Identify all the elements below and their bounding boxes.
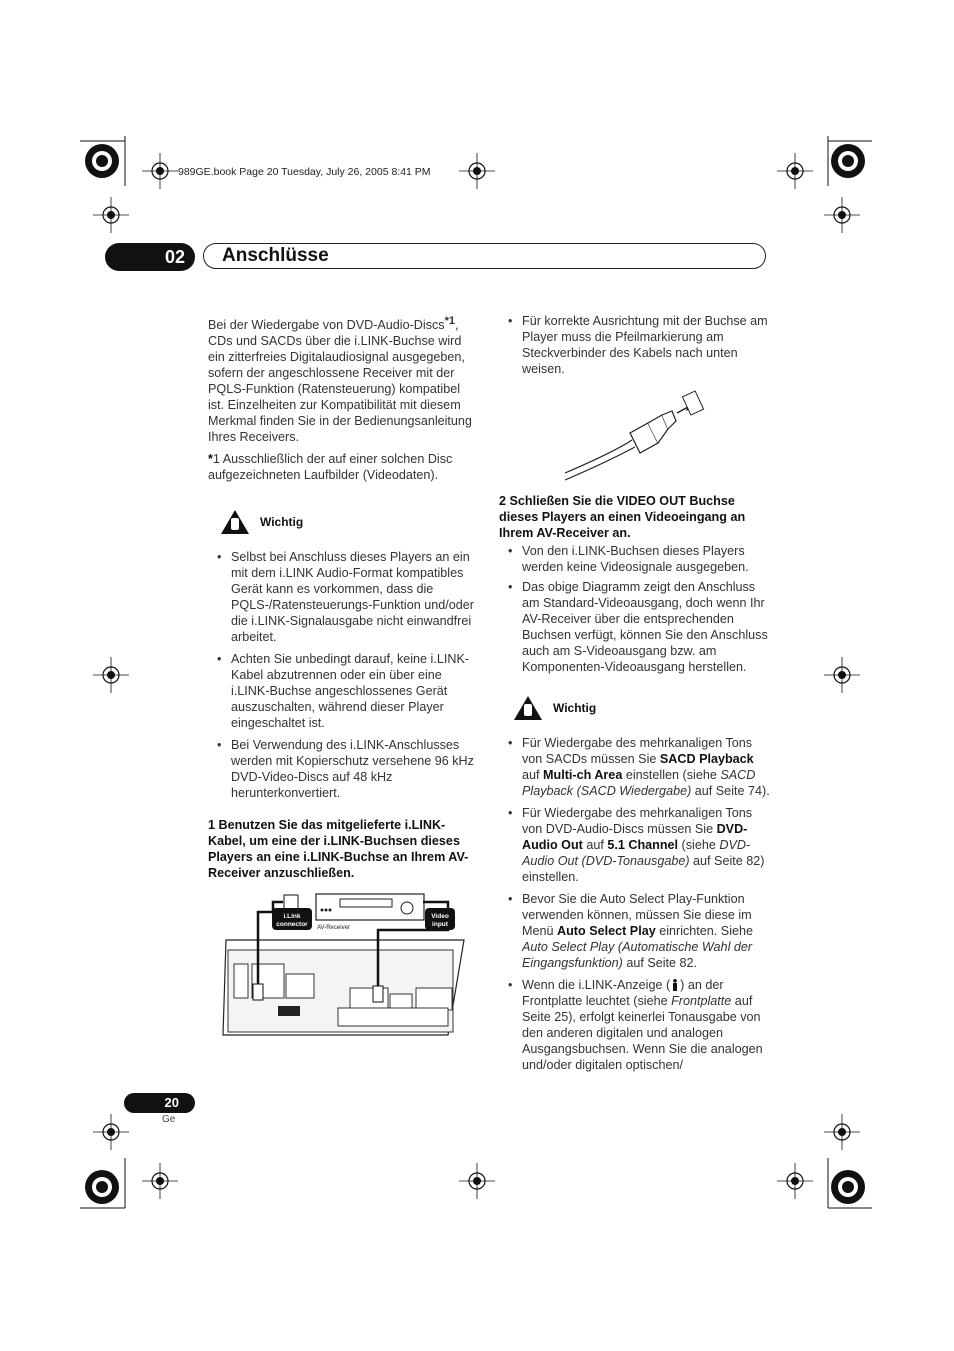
text: auf Seite 82) einstellen. (522, 854, 765, 884)
ilink-label-line2: connector (276, 921, 308, 928)
warning-hand-icon (513, 695, 543, 721)
warning-label: Wichtig (553, 701, 597, 715)
bold-term: Auto Select Play (557, 924, 656, 938)
italic-ref: DVD-Audio Out (DVD-Tonausgabe) (522, 838, 751, 868)
italic-ref: Auto Select Play (Automatische Wahl der Eingangsfunktion) (522, 940, 753, 970)
text: Für Wiedergabe des mehrkanaligen Tons von DVD-Audio-Discs müssen Sie (522, 806, 753, 836)
text: auf (522, 768, 544, 782)
text: Bevor Sie die Auto Select Play-Funktion verwenden können, müssen Sie diese im Menü (522, 892, 752, 938)
video-input-label-line1: Video (431, 913, 449, 920)
text: auf Seite 74). (691, 784, 770, 798)
footnote-text: 1 Ausschließlich der auf einer solchen Disc aufgezeichneten Laufbilder (Videodaten). (208, 452, 453, 483)
footnote-mark: * (208, 452, 213, 467)
text: ) an der Frontplatte leuchtet (siehe (522, 978, 724, 1008)
video-input-label-line2: input (432, 921, 448, 928)
text: Wenn die i.LINK-Anzeige ( (522, 978, 671, 992)
print-header: 989GE.book Page 20 Tuesday, July 26, 2005 8:41 PM (178, 166, 431, 178)
list-item (508, 735, 771, 799)
list-item: • Für korrekte Ausrichtung mit der Buchse am Player muss die Pfeilmarkierung am Steckverbinder des Kabels nach unten weisen. (508, 313, 770, 377)
list-item: • Von den i.LINK-Buchsen dieses Players werden keine Videosignale ausgegeben. (508, 543, 771, 575)
text: auf Seite 82. (622, 956, 698, 970)
list-item: • Achten Sie unbedingt darauf, keine i.LINK-Kabel abzutrennen oder ein über eine i.LINK-Buchse angeschlossenes Gerät auszuschalten, während dieser Player eingeschaltet ist. (217, 651, 478, 731)
list-item: • Bei Verwendung des i.LINK-Anschlusses werden mit Kopierschutz versehene 96 kHz DVD-Video-Discs auf 48 kHz herunterkonvertiert. (217, 737, 478, 801)
left-column (208, 313, 478, 881)
intro-paragraph (208, 313, 478, 445)
warning-heading (220, 509, 478, 535)
list-item (508, 805, 771, 885)
intro-text-b: , CDs und SACDs über die i.LINK-Buchse wird ein zitterfreies Digitalaudiosignal ausgegeben, sofern der angeschlossene Receiver mit der PQLS-Funktion (Ratensteuerung) kompatibel ist. Einzelheiten zur Kompatibilität mit diesem Merkmal finden Sie in der Bedienungsanleitung Ihres Receivers. (208, 318, 472, 445)
text: auf Seite 25), erfolgt keinerlei Tonausgabe von den anderen digitalen und analogen Ausgangsbuchsen. Wenn Sie die analogen und/oder digitalen optischen/ (522, 994, 763, 1072)
list-item: • Das obige Diagramm zeigt den Anschluss am Standard-Videoausgang, doch wenn Ihr AV-Receiver über die entsprechenden Buchsen verfügt, können Sie den Anschluss auch am S-Videoausgang bzw. am Komponenten-Videoausgang herstellen. (508, 579, 771, 675)
connection-diagram (218, 890, 470, 1040)
language-code: Ge (162, 1114, 176, 1125)
text: auf (582, 838, 608, 852)
step-2: 2 Schließen Sie die VIDEO OUT Buchse dieses Players an einen Videoeingang an Ihrem AV-Receiver an. (499, 494, 746, 540)
footnote-ref: *1 (444, 315, 455, 327)
ilink-plug-illustration (560, 385, 710, 485)
list-item: • Selbst bei Anschluss dieses Players an ein mit dem i.LINK Audio-Format kompatibles Gerät kann es vorkommen, dass die PQLS-/Ratensteuerungs-Funktion und/oder die i.LINK-Signalausgabe nicht einwandfrei arbeitet. (217, 549, 478, 645)
bold-term: 5.1 Channel (607, 838, 679, 852)
right-column (499, 493, 771, 1079)
text: Für Wiedergabe des mehrkanaligen Tons von SACDs müssen Sie (522, 736, 753, 766)
italic-ref: SACD Playback (SACD Wiedergabe) (522, 768, 756, 798)
bold-term: SACD Playback (659, 752, 754, 766)
chapter-number: 02 (105, 243, 195, 271)
warning-heading-2 (513, 695, 771, 721)
italic-ref: Frontplatte (671, 994, 732, 1008)
receiver-label: AV-Receiver (317, 925, 350, 931)
ilink-label-line1: i.Link (283, 913, 301, 920)
step-1: 1 Benutzen Sie das mitgelieferte i.LINK-Kabel, um eine der i.LINK-Buchsen dieses Players an eine i.LINK-Buchse an Ihrem AV-Receiver anzuschließen. (208, 818, 469, 881)
text: einrichten. Siehe (655, 924, 754, 938)
bold-term: DVD-Audio Out (522, 822, 748, 852)
list-item (508, 891, 771, 971)
bold-term: Multi-ch Area (543, 768, 623, 782)
page-number: 20 (124, 1093, 195, 1113)
chapter-title: Anschlüsse (222, 245, 329, 266)
warning-label: Wichtig (260, 515, 304, 530)
footnote (208, 451, 478, 483)
list-item (508, 977, 771, 1073)
text: (siehe (678, 838, 720, 852)
right-column-top (508, 313, 770, 383)
text: einstellen (siehe (622, 768, 721, 782)
warning-hand-icon (220, 509, 250, 535)
ilink-indicator-icon (670, 979, 680, 991)
intro-text-a: Bei der Wiedergabe von DVD-Audio-Discs (208, 318, 445, 333)
